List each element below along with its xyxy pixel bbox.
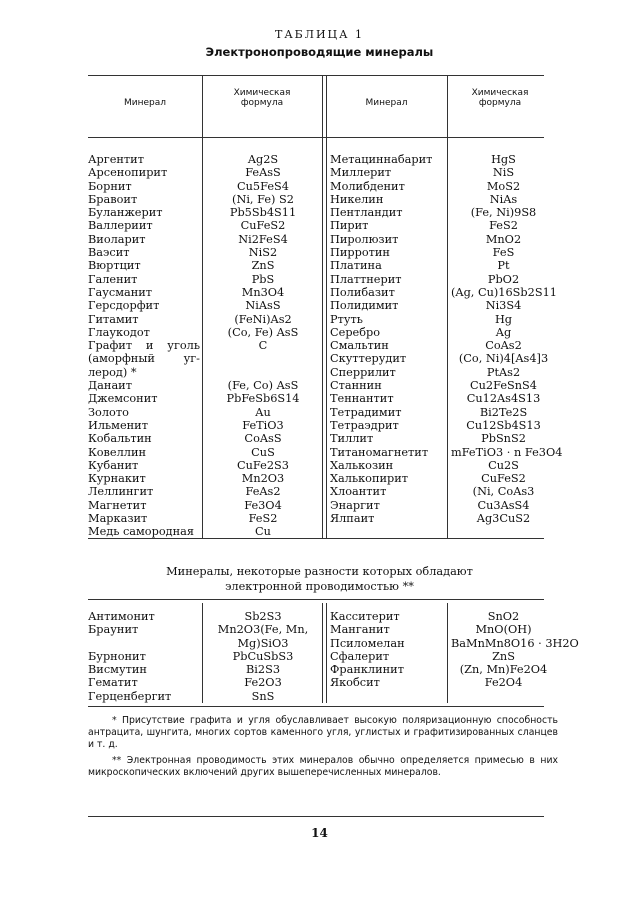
mineral-name: Ильменит: [88, 418, 148, 432]
chemical-formula: Sb2S3: [244, 610, 282, 623]
col-divider-double: [322, 75, 327, 538]
section2-heading-line1: Минералы, некоторые разности которых обладают: [166, 565, 473, 578]
mineral-name: Марказит: [88, 512, 148, 526]
chemical-formula: FeAsS: [245, 166, 281, 180]
chemical-formula: CuS: [251, 445, 275, 459]
chemical-formula: Bi2S3: [245, 663, 281, 677]
footnote-2: ** Электронная проводимость этих минералов обычно определяется примесью в них микроскопических включений других вышеперечисленных минералов.: [88, 755, 558, 778]
header-bottom-rule: [88, 137, 544, 138]
mineral-name: Скуттерудит: [330, 352, 407, 366]
chemical-formula: (Ni, Fe) S2: [232, 192, 294, 206]
chemical-formula: Pb5Sb4S11: [229, 206, 297, 220]
mineral-name: Тетрадимит: [330, 405, 402, 419]
mineral-name: [88, 637, 200, 650]
chemical-formula: PbCuSbS3: [232, 649, 294, 663]
mineral-name: Серебро: [330, 325, 381, 339]
mineral-name: Галенит: [88, 272, 138, 286]
s2-left-mineral-column: [88, 610, 200, 703]
footer-rule: [88, 816, 544, 817]
chemical-formula: mFeTiO3 · n Fe3O4: [451, 445, 563, 459]
mineral-name: Курнакит: [88, 472, 146, 486]
mineral-name: Герценбергит: [88, 689, 172, 703]
mineral-name: Бравоит: [88, 192, 138, 206]
chemical-formula: Cu2S: [488, 458, 519, 472]
mineral-name: Псиломелан: [330, 636, 405, 650]
chemical-formula: PbS: [251, 272, 275, 286]
mineral-name: Теннантит: [330, 392, 394, 406]
table-label: ТАБЛИЦА 1: [275, 28, 364, 41]
chemical-formula: BaMnMn8O16 · 3H2O: [451, 636, 579, 650]
mineral-name: Молибденит: [330, 179, 405, 193]
chemical-formula: Au: [255, 405, 271, 419]
mineral-name: Тиллит: [330, 432, 374, 446]
mineral-name: Пирит: [330, 219, 369, 233]
chemical-formula: Fe3O4: [244, 498, 282, 512]
chemical-formula: NiAsS: [245, 299, 281, 313]
chemical-formula: (Co, Fe) AsS: [227, 325, 299, 339]
s2-left-formula-column: [204, 610, 322, 703]
s2-right-formula-column: [451, 610, 579, 690]
mineral-name: Кубанит: [88, 458, 139, 472]
chemical-formula: (FeNi)As2: [234, 312, 292, 326]
chemical-formula: PbSnS2: [481, 432, 526, 446]
mineral-name: Якобсит: [330, 676, 380, 690]
chemical-formula: NiS2: [248, 246, 278, 260]
chemical-formula: [204, 366, 322, 379]
page-number: 14: [311, 826, 328, 840]
section2-top-rule: [88, 599, 544, 600]
chemical-formula: ZnS: [492, 649, 515, 663]
chemical-formula: Bi2Te2S: [479, 405, 528, 419]
mineral-name: Виоларит: [88, 232, 146, 246]
mineral-name: Ртуть: [330, 312, 363, 326]
footnote-1: * Присутствие графита и угля обуславливает высокую поляризационную способность антрацита, шунгита, многих сортов каменного угля, углистых и графитизированных сланцев и т. д.: [88, 715, 558, 750]
mineral-name: Глаукодот: [88, 325, 150, 339]
mineral-name: Пирротин: [330, 246, 390, 260]
chemical-formula: SnS: [251, 689, 275, 703]
mineral-name: Графит и уголь: [88, 339, 200, 353]
chemical-formula: Hg: [494, 312, 513, 326]
mineral-name: Платтнерит: [330, 272, 402, 286]
chemical-formula: FeTiO3: [242, 418, 284, 432]
mineral-name: Ковеллин: [88, 445, 147, 459]
chemical-formula: Mn2O3(Fe, Mn,: [217, 623, 309, 637]
chemical-formula: ZnS: [251, 259, 275, 273]
mineral-name: Миллерит: [330, 166, 392, 180]
table-top-rule: [88, 75, 544, 76]
chemical-formula: NiS: [492, 166, 515, 180]
chemical-formula: Cu2FeSnS4: [470, 379, 537, 393]
mineral-name: Франклинит: [330, 663, 404, 677]
mineral-name: Буланжерит: [88, 206, 163, 220]
chemical-formula: HgS: [491, 153, 516, 166]
chemical-formula: Cu: [255, 525, 271, 539]
mineral-name: Энаргит: [330, 498, 380, 512]
chemical-formula: (Ni, CoAs3: [472, 485, 535, 499]
chemical-formula: MoS2: [486, 179, 521, 193]
chemical-formula: NiAs: [489, 192, 518, 206]
s2-col-divider-double: [322, 603, 327, 703]
mineral-name: Герсдорфит: [88, 299, 160, 313]
header-mineral-left: Минерал: [123, 98, 167, 108]
mineral-name: Тетраэдрит: [330, 418, 399, 432]
left-mineral-column: [88, 153, 200, 539]
chemical-formula: CuFe2S3: [237, 458, 289, 472]
chemical-formula: MnO(OH): [475, 623, 532, 637]
chemical-formula: Ag3CuS2: [476, 512, 531, 526]
mineral-name: (аморфный уг-: [88, 352, 200, 366]
chemical-formula: Ag: [495, 325, 512, 339]
right-formula-column: [451, 153, 563, 526]
mineral-name: Арсенопирит: [88, 166, 168, 180]
mineral-name: Бурнонит: [88, 649, 146, 663]
chemical-formula: (Ag, Cu)16Sb2S11: [451, 285, 557, 299]
mineral-name: Платина: [330, 259, 382, 273]
header-formula-right: Химическая формула: [471, 88, 529, 108]
mineral-name: Антимонит: [88, 610, 155, 623]
mineral-name: Борнит: [88, 179, 132, 193]
mineral-name: Джемсонит: [88, 392, 158, 406]
chemical-formula: Ni3S4: [485, 299, 522, 313]
chemical-formula: CoAsS: [244, 432, 282, 446]
mineral-name: Данаит: [88, 379, 132, 393]
section2-bottom-rule: [88, 706, 544, 707]
mineral-name: Гитамит: [88, 312, 139, 326]
mineral-name: Полидимит: [330, 299, 399, 313]
right-mineral-column: [330, 153, 450, 525]
mineral-name: Хлоантит: [330, 485, 387, 499]
mineral-name: Сфалерит: [330, 649, 390, 663]
chemical-formula: Cu3AsS4: [477, 498, 530, 512]
mineral-name: Пиролюзит: [330, 232, 399, 246]
mineral-name: Полибазит: [330, 285, 395, 299]
mineral-name: Никелин: [330, 192, 384, 206]
mineral-name: Аргентит: [88, 153, 144, 166]
mineral-name: Валлериит: [88, 219, 153, 233]
mineral-name: Касситерит: [330, 610, 400, 623]
chemical-formula: Pt: [497, 259, 510, 273]
mineral-name: Медь самородная: [88, 525, 194, 539]
chemical-formula: Ag2S: [247, 153, 279, 166]
mineral-name: Ялпаит: [330, 512, 375, 526]
mineral-name: Висмутин: [88, 663, 147, 677]
mineral-name: Гаусманит: [88, 285, 153, 299]
chemical-formula: CuFeS2: [240, 219, 286, 233]
mineral-name: Сперрилит: [330, 365, 396, 379]
chemical-formula: Fe2O4: [484, 676, 523, 690]
mineral-name: Манганит: [330, 623, 390, 637]
col-divider-1: [202, 75, 203, 538]
mineral-name: лерод) *: [88, 365, 137, 379]
chemical-formula: PtAs2: [486, 365, 521, 379]
chemical-formula: FeAs2: [245, 485, 281, 499]
chemical-formula: FeS2: [489, 219, 518, 233]
chemical-formula: CuFeS2: [481, 472, 526, 486]
s2-col-divider-1: [202, 603, 203, 703]
chemical-formula: C: [258, 339, 268, 353]
chemical-formula: Cu12Sb4S13: [466, 418, 541, 432]
chemical-formula: Fe2O3: [244, 676, 282, 690]
mineral-name: Халькопирит: [330, 472, 409, 486]
mineral-name: Вюртцит: [88, 259, 141, 273]
chemical-formula: Cu5FeS4: [237, 179, 289, 193]
mineral-name: Смальтин: [330, 339, 389, 353]
mineral-name: Пентландит: [330, 206, 403, 220]
chemical-formula: [204, 352, 322, 365]
header-mineral-right: Минерал: [365, 98, 408, 108]
s2-right-mineral-column: [330, 610, 450, 690]
mineral-name: Халькозин: [330, 458, 394, 472]
mineral-name: Магнетит: [88, 498, 147, 512]
left-formula-column: [204, 153, 322, 539]
chemical-formula: FeS2: [248, 512, 278, 526]
chemical-formula: PbFeSb6S14: [226, 392, 300, 406]
mineral-name: Кобальтин: [88, 432, 152, 446]
chemical-formula: SnO2: [487, 610, 520, 623]
chemical-formula: Mg)SiO3: [237, 636, 289, 650]
header-formula-left: Химическая формула: [233, 88, 291, 108]
chemical-formula: CoAs2: [485, 339, 522, 353]
chemical-formula: Mn3O4: [241, 285, 285, 299]
chemical-formula: Ni2FeS4: [238, 232, 288, 246]
chemical-formula: FeS: [492, 246, 515, 260]
mineral-name: Ваэсит: [88, 246, 130, 260]
table-title: Электронопроводящие минералы: [205, 45, 434, 59]
mineral-name: Леллингит: [88, 485, 154, 499]
section2-heading-line2: электронной проводимостью **: [225, 580, 414, 593]
section2-heading: [0, 564, 639, 594]
chemical-formula: (Co, Ni)4[As4]3: [458, 352, 549, 366]
mineral-name: Гематит: [88, 676, 138, 690]
mineral-name: Золото: [88, 405, 129, 419]
mineral-name: Браунит: [88, 623, 139, 637]
mineral-name: Станнин: [330, 379, 382, 393]
chemical-formula: Mn2O3: [241, 472, 285, 486]
chemical-formula: PbO2: [487, 272, 520, 286]
chemical-formula: Cu12As4S13: [466, 392, 541, 406]
mineral-name: Титаномагнетит: [330, 445, 429, 459]
chemical-formula: (Zn, Mn)Fe2O4: [459, 663, 548, 677]
mineral-name: Метациннабарит: [330, 153, 433, 166]
chemical-formula: (Fe, Ni)9S8: [470, 206, 537, 220]
chemical-formula: MnO2: [485, 232, 522, 246]
chemical-formula: (Fe, Co) AsS: [227, 379, 299, 393]
